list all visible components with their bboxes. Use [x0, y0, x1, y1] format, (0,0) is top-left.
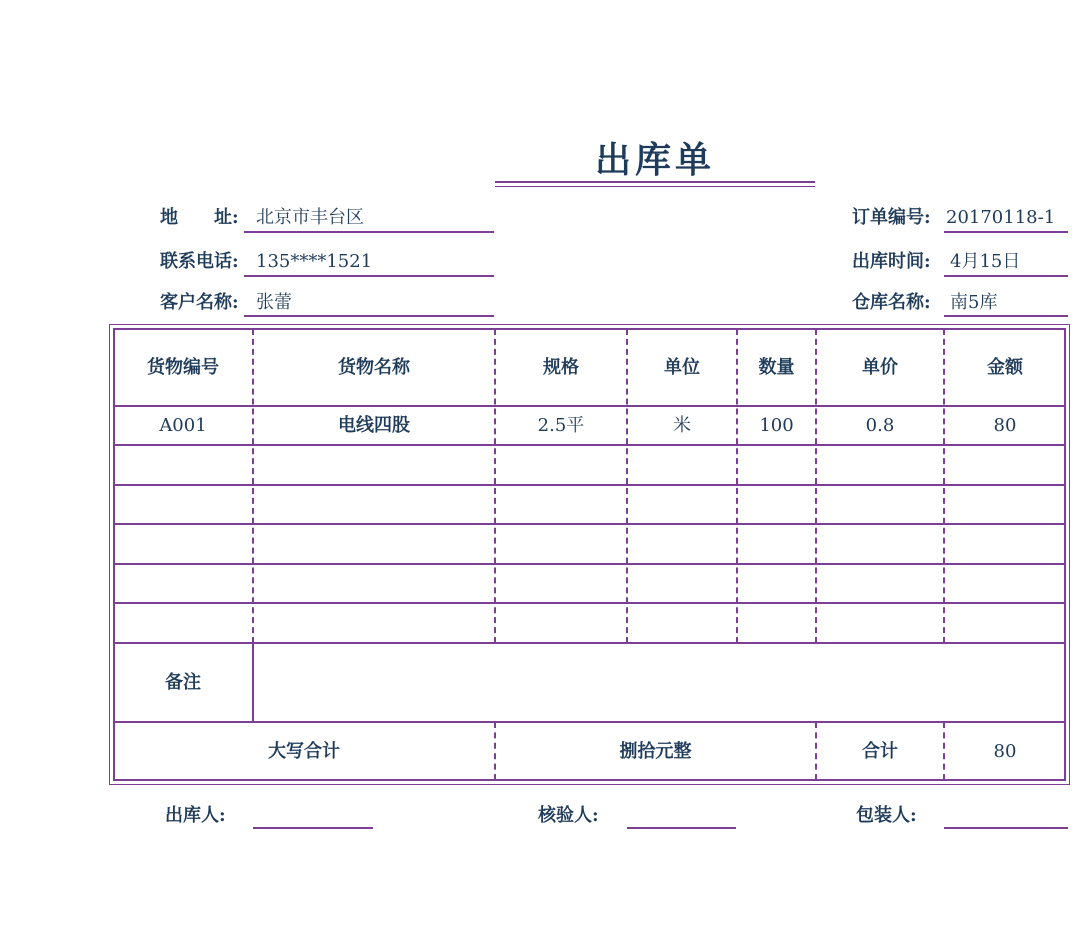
- phone-label: 联系电话:: [160, 251, 239, 272]
- customer-underline: [244, 315, 494, 317]
- outbound-time-value: 4月15日: [950, 251, 1021, 272]
- header-unit-price: 单价: [862, 356, 898, 378]
- header-item-name: 货物名称: [338, 356, 410, 378]
- packer-label: 包装人:: [856, 805, 917, 826]
- header-item-code: 货物编号: [147, 356, 219, 378]
- row1-unit-price: 0.8: [865, 414, 895, 436]
- phone-value: 135****1521: [256, 251, 373, 272]
- checker-label: 核验人:: [538, 805, 599, 826]
- header-amount: 金额: [987, 356, 1023, 378]
- row1-item-name: 电线四股: [338, 414, 410, 436]
- order-number-value: 20170118-1: [946, 207, 1056, 228]
- phone-underline: [244, 275, 494, 277]
- address-label: 地 址:: [160, 207, 239, 228]
- address-underline: [244, 231, 494, 233]
- outbound-time-label: 出库时间:: [852, 251, 931, 272]
- total-label: 合计: [862, 740, 898, 762]
- table-hrule: [113, 602, 1066, 604]
- warehouse-value: 南5库: [950, 292, 998, 313]
- address-value: 北京市丰台区: [256, 207, 364, 228]
- issuer-label: 出库人:: [165, 805, 226, 826]
- total-uppercase-label: 大写合计: [268, 740, 340, 762]
- outbound-time-underline: [944, 275, 1068, 277]
- row1-amount: 80: [993, 414, 1017, 436]
- packer-signature-line[interactable]: [944, 827, 1068, 829]
- issuer-signature-line[interactable]: [253, 827, 373, 829]
- row1-item-code: A001: [159, 414, 207, 436]
- customer-label: 客户名称:: [160, 292, 239, 313]
- order-number-label: 订单编号:: [852, 207, 931, 228]
- customer-value: 张蕾: [256, 292, 292, 313]
- table-hrule: [113, 444, 1066, 446]
- checker-signature-line[interactable]: [627, 827, 736, 829]
- header-unit: 单位: [664, 356, 700, 378]
- row1-quantity: 100: [759, 414, 794, 436]
- table-hrule: [113, 563, 1066, 565]
- warehouse-label: 仓库名称:: [852, 292, 931, 313]
- total-value: 80: [993, 740, 1017, 762]
- remark-label: 备注: [165, 671, 201, 693]
- remark-value[interactable]: [254, 644, 1065, 721]
- document-title: 出库单: [594, 139, 715, 181]
- row1-unit: 米: [673, 414, 691, 436]
- total-uppercase-value: 捌拾元整: [619, 740, 692, 762]
- table-hrule: [113, 484, 1066, 486]
- header-quantity: 数量: [758, 356, 795, 378]
- header-spec: 规格: [543, 356, 579, 378]
- row1-spec: 2.5平: [537, 414, 585, 436]
- warehouse-underline: [944, 315, 1068, 317]
- title-underline-thin: [495, 186, 815, 187]
- order-number-underline: [944, 231, 1068, 233]
- title-underline-thick: [495, 181, 815, 183]
- table-hrule: [113, 523, 1066, 525]
